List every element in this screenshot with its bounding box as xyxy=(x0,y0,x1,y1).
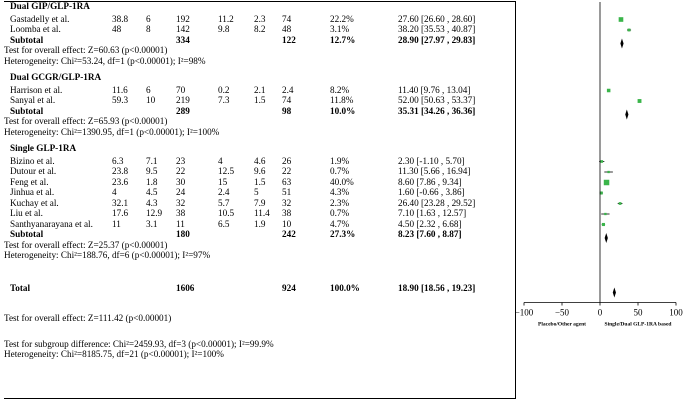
subtotal-n2: 98 xyxy=(282,105,292,116)
cell-n1: 192 xyxy=(176,13,190,24)
group-heading: Dual GCGR/GLP-1RA xyxy=(10,72,102,82)
cell-sd1: 3.1 xyxy=(146,218,158,229)
cell-sd1: 7.1 xyxy=(146,155,158,166)
cell-m1: 11.6 xyxy=(112,84,128,95)
cell-m2: 0.2 xyxy=(218,84,230,95)
cell-weight: 1.9% xyxy=(330,155,350,166)
study-name: Kuchay et al. xyxy=(10,197,59,208)
cell-ci: 4.50 [2.32 , 6.68] xyxy=(398,218,462,229)
subgroup-difference-test: Test for subgroup difference: Chi²=2459.93, df=3 (p<0.00001); I²=99.9% xyxy=(4,338,274,349)
cell-sd2: 2.3 xyxy=(254,13,266,24)
cell-sd1: 1.8 xyxy=(146,176,158,187)
heterogeneity-text: Heterogeneity: Chi²=188.76, df=6 (p<0.00001); I²=97% xyxy=(4,250,211,260)
subtotal-n2: 242 xyxy=(282,229,296,239)
study-square xyxy=(604,213,606,215)
cell-sd2: 1.5 xyxy=(254,176,266,187)
cell-m2: 5.7 xyxy=(218,197,230,208)
subtotal-diamond xyxy=(605,233,608,243)
cell-n2: 22 xyxy=(282,166,292,176)
x-tick-label: −100 xyxy=(514,307,534,318)
cell-sd1: 6 xyxy=(146,13,151,24)
cell-m1: 17.6 xyxy=(112,208,129,218)
group-heading: Dual GIP/GLP-1RA xyxy=(10,1,90,11)
total-label: Total xyxy=(10,282,31,293)
cell-weight: 0.7% xyxy=(330,166,350,176)
subtotal-n1: 180 xyxy=(176,229,190,239)
cell-weight: 8.2% xyxy=(330,84,350,95)
overall-effect-test: Test for overall effect: Z=65.93 (p<0.00001) xyxy=(4,116,168,126)
cell-m2: 6.5 xyxy=(218,218,230,229)
x-tick-label: 100 xyxy=(669,307,683,318)
cell-m1: 38.8 xyxy=(112,13,129,24)
cell-ci: 7.10 [1.63 , 12.57] xyxy=(398,208,467,218)
cell-ci: 26.40 [23.28 , 29.52] xyxy=(398,197,476,208)
cell-sd2: 8.2 xyxy=(254,24,266,34)
cell-sd2: 1.9 xyxy=(254,218,266,229)
cell-sd1: 4.5 xyxy=(146,187,158,197)
study-square xyxy=(628,29,631,32)
cell-ci: 11.40 [9.76 , 13.04] xyxy=(398,84,471,95)
cell-n1: 11 xyxy=(176,218,185,229)
study-name: Feng et al. xyxy=(10,176,49,187)
study-square xyxy=(607,171,609,173)
cell-m2: 15 xyxy=(218,176,228,187)
x-tick-label: 0 xyxy=(597,307,603,318)
cell-sd1: 12.9 xyxy=(146,208,163,218)
subtotal-diamond xyxy=(620,39,623,49)
cell-n2: 63 xyxy=(282,176,292,187)
subtotal-n1: 334 xyxy=(176,34,190,45)
subtotal-ci: 8.23 [7.60 , 8.87] xyxy=(398,229,462,239)
cell-sd2: 1.5 xyxy=(254,95,266,105)
subtotal-weight: 27.3% xyxy=(330,229,356,239)
study-square xyxy=(619,202,622,205)
study-name: Loomba et al. xyxy=(10,24,61,34)
study-square xyxy=(619,17,624,22)
group-heading: Single GLP-1RA xyxy=(10,143,77,153)
study-name: Jinhua et al. xyxy=(10,187,55,197)
cell-n1: 142 xyxy=(176,24,190,34)
cell-n2: 26 xyxy=(282,155,292,166)
cell-weight: 40.0% xyxy=(330,176,354,187)
study-square xyxy=(607,89,611,93)
cell-m1: 6.3 xyxy=(112,155,124,166)
cell-n2: 10 xyxy=(282,218,292,229)
cell-weight: 4.7% xyxy=(330,218,350,229)
total-diamond xyxy=(613,288,616,298)
cell-weight: 2.3% xyxy=(330,197,350,208)
overall-effect-test: Test for overall effect: Z=25.37 (p<0.00001) xyxy=(4,239,168,250)
cell-n2: 51 xyxy=(282,187,292,197)
x-tick-label: −50 xyxy=(554,307,570,318)
cell-sd1: 4.3 xyxy=(146,197,158,208)
cell-ci: 27.60 [26.60 , 28.60] xyxy=(398,13,476,24)
subtotal-label: Subtotal xyxy=(10,34,44,45)
subtotal-diamond xyxy=(625,110,628,120)
cell-weight: 22.2% xyxy=(330,13,354,24)
cell-sd2: 2.1 xyxy=(254,84,266,95)
cell-sd2: 5 xyxy=(254,187,259,197)
cell-ci: 38.20 [35.53 , 40.87] xyxy=(398,24,476,34)
total-n2: 924 xyxy=(282,282,296,293)
cell-ci: 11.30 [5.66 , 16.94] xyxy=(398,166,471,176)
cell-weight: 3.1% xyxy=(330,24,350,34)
cell-weight: 4.3% xyxy=(330,187,350,197)
cell-n1: 32 xyxy=(176,197,186,208)
cell-m2: 11.2 xyxy=(218,13,234,24)
overall-effect-test: Test for overall effect: Z=60.63 (p<0.00001) xyxy=(4,45,168,55)
cell-m1: 11 xyxy=(112,218,121,229)
cell-n2: 48 xyxy=(282,24,292,34)
total-n1: 1606 xyxy=(176,282,195,293)
study-square xyxy=(604,180,610,186)
cell-ci: 1.60 [-0.66 , 3.86] xyxy=(398,187,465,197)
cell-n2: 38 xyxy=(282,208,292,218)
cell-n2: 74 xyxy=(282,95,292,105)
cell-m1: 23.8 xyxy=(112,166,129,176)
cell-m2: 12.5 xyxy=(218,166,235,176)
cell-m1: 59.3 xyxy=(112,95,129,105)
cell-m2: 2.4 xyxy=(218,187,230,197)
study-square xyxy=(638,99,642,103)
x-tick-label: 50 xyxy=(633,307,643,318)
study-name: Bizino et al. xyxy=(10,155,55,166)
cell-n2: 2.4 xyxy=(282,84,294,95)
cell-sd1: 6 xyxy=(146,84,151,95)
cell-sd2: 4.6 xyxy=(254,155,266,166)
subtotal-n2: 122 xyxy=(282,34,296,45)
subtotal-n1: 289 xyxy=(176,105,190,116)
cell-weight: 11.8% xyxy=(330,95,354,105)
cell-n1: 219 xyxy=(176,95,190,105)
cell-n1: 22 xyxy=(176,166,186,176)
cell-n1: 70 xyxy=(176,84,186,95)
cell-m1: 23.6 xyxy=(112,176,129,187)
heterogeneity-text: Heterogeneity: Chi²=53.24, df=1 (p<0.00001); I²=98% xyxy=(4,55,206,66)
cell-n1: 30 xyxy=(176,176,186,187)
total-effect-test: Test for overall effect: Z=111.42 (p<0.00001) xyxy=(4,312,172,323)
cell-m2: 10.5 xyxy=(218,208,235,218)
study-name: Dutour et al. xyxy=(10,166,57,176)
cell-sd1: 8 xyxy=(146,24,151,34)
cell-ci: 8.60 [7.86 , 9.34] xyxy=(398,176,462,187)
cell-sd2: 7.9 xyxy=(254,197,266,208)
cell-m2: 7.3 xyxy=(218,95,230,105)
cell-sd1: 9.5 xyxy=(146,166,158,176)
subtotal-weight: 10.0% xyxy=(330,105,356,116)
cell-m2: 9.8 xyxy=(218,24,230,34)
cell-sd1: 10 xyxy=(146,95,156,105)
overall-heterogeneity: Heterogeneity: Chi²=8185.75, df=21 (p<0.00001); I²=100% xyxy=(4,349,224,359)
total-weight: 100.0% xyxy=(330,282,360,293)
cell-n1: 23 xyxy=(176,155,186,166)
cell-ci: 2.30 [-1.10 , 5.70] xyxy=(398,155,465,166)
study-name: Santhyanarayana et al. xyxy=(10,218,93,229)
cell-n2: 32 xyxy=(282,197,292,208)
cell-sd2: 9.6 xyxy=(254,166,266,176)
heterogeneity-text: Heterogeneity: Chi²=1390.95, df=1 (p<0.00001); I²=100% xyxy=(4,126,220,137)
study-name: Sanyal et al. xyxy=(10,95,56,105)
cell-m1: 48 xyxy=(112,24,122,34)
cell-n2: 74 xyxy=(282,13,292,24)
favours-left-label: Placebo/Other agent xyxy=(537,321,587,328)
cell-sd2: 11.4 xyxy=(254,208,270,218)
study-name: Gastadelly et al. xyxy=(10,13,70,24)
subtotal-ci: 28.90 [27.97 , 29.83] xyxy=(398,34,476,45)
study-name: Harrison et al. xyxy=(10,84,63,95)
subtotal-label: Subtotal xyxy=(10,229,44,239)
cell-ci: 52.00 [50.63 , 53.37] xyxy=(398,95,476,105)
study-square xyxy=(600,160,603,163)
study-square xyxy=(602,223,605,226)
cell-n1: 38 xyxy=(176,208,186,218)
subtotal-label: Subtotal xyxy=(10,105,44,116)
cell-m1: 4 xyxy=(112,187,117,197)
cell-m2: 4 xyxy=(218,155,223,166)
cell-weight: 0.7% xyxy=(330,208,350,218)
subtotal-weight: 12.7% xyxy=(330,34,356,45)
study-name: Liu et al. xyxy=(10,208,43,218)
subtotal-ci: 35.31 [34.26 , 36.36] xyxy=(398,105,476,116)
cell-n1: 24 xyxy=(176,187,186,197)
favours-right-label: Single/Dual GLP-1RA based xyxy=(604,321,672,328)
total-ci: 18.90 [18.56 , 19.23] xyxy=(398,282,476,293)
cell-m1: 32.1 xyxy=(112,197,129,208)
